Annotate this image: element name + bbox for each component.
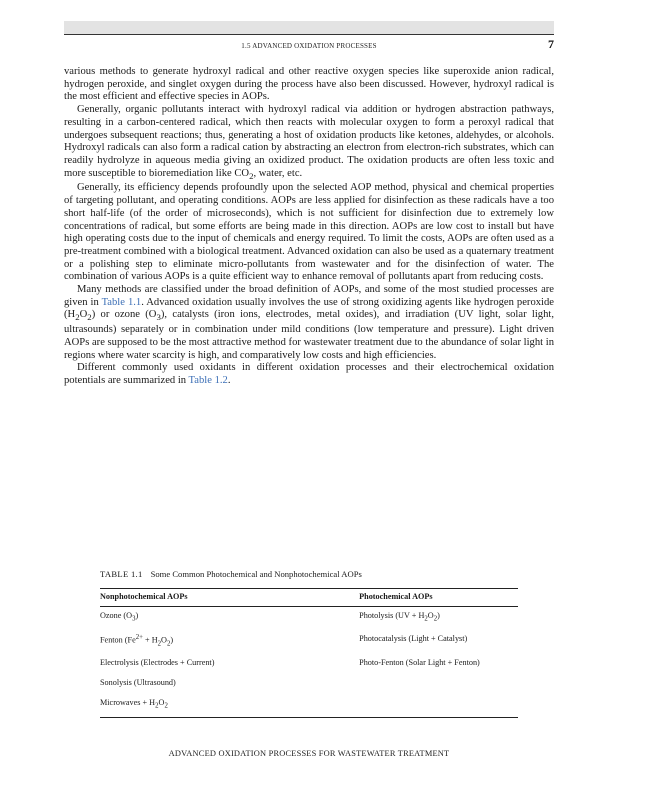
paragraph-5 [64,362,554,387]
cell-text: ) [135,611,139,620]
cell-text: ) [437,611,440,620]
body-text [64,66,554,388]
paragraph-2-end: , water, etc. [253,167,303,179]
cell-superscript: 2+ [135,633,143,641]
paragraph-4-part3: O [79,309,88,321]
paragraph-4-part1: Many methods are classified under the broad definition of AOPs, and some of the most studied processes are given in [64,284,554,308]
cell-text: Fenton (Fe [100,635,136,645]
paragraph-4-part4: ) or ozone (O [91,309,157,321]
table-caption [100,569,518,579]
cell-text: + H [142,635,158,645]
cell-subscript: 2 [164,702,168,710]
table-cell-photocatalysis [359,630,518,654]
table-1-1-link[interactable]: Table 1.1 [101,296,142,308]
paragraph-1: various methods to generate hydroxyl radical and other reactive oxygen species like superoxide anion radical, hydrogen peroxide, and singlet oxygen during the process have also been discussed. However, hydroxyl radical is the most efficient and effective species in AOPs. [64,66,554,103]
table-cell-ozone [100,607,359,630]
table-row [100,654,518,674]
cell-text: Ozone (O [100,611,133,620]
h2o2-subscript-h: 2 [75,312,80,323]
paragraph-4-part5: ), catalysts (iron ions, electrodes, metal oxides), and irradiation (UV light, solar light, ultrasounds) separately or in combination under mild conditions (low temperature and pressure). Light driven AOPs are supposed to be the most attractive method for wastewater treatment due to the abundance of solar light in regions where water scarcity is high, and comparatively low costs and high efficiencies. [64,309,554,361]
paragraph-4-part2: . Advanced oxidation usually involves the use of strong oxidizing agents like hydrogen peroxide (H [64,296,554,321]
table-cell-empty [359,674,518,694]
header-photochemical: Photochemical AOPs [359,592,433,601]
table-cell-fenton [100,630,359,654]
page-header [64,34,554,53]
table-1-2-link[interactable]: Table 1.2 [188,375,228,387]
table-1-1 [100,569,518,718]
cell-subscript: 2 [424,615,428,623]
cell-text: Microwaves + H [100,698,156,708]
table-caption-text: Some Common Photochemical and Nonphotochemical AOPs [150,569,362,579]
table-row [100,674,518,694]
table-cell-electrolysis [100,654,359,674]
cell-text: Photolysis (UV + H [359,611,425,620]
cell-text: O [161,635,167,645]
paragraph-3: Generally, its efficiency depends profoundly upon the selected AOP method, physical and chemical properties of targeting pollutant, and operating conditions. AOPs are less applied for disinfection as these radicals have a too short half-life (of the order of microseconds), which is not sufficient for disinfection due to extremely low concentrations of radical, but some efforts are being made in this direction. AOPs are low cost to install but have high operating costs due to the input of chemicals and energy required. To limit the costs, AOPs are often used as a pre-treatment combined with a biological treatment. Advanced oxidation can also be used as a quaternary treatment or a polishing step to eliminate micro-pollutants from wastewater and for the disinfection of water. The combination of various AOPs is a quite efficient way to enhance removal of pollutants apart from reducing costs. [64,182,554,283]
aop-table [100,588,518,718]
paragraph-5-part2: . [227,375,231,387]
paragraph-2 [64,104,554,182]
page-footer: ADVANCED OXIDATION PROCESSES FOR WASTEWATER TREATMENT [168,749,450,758]
cell-subscript: 3 [132,615,136,623]
o3-subscript: 3 [156,312,161,323]
table-row [100,694,518,717]
top-gray-bar [64,21,554,34]
cell-text: Sonolysis (Ultrasound) [100,678,176,688]
page-number: 7 [548,37,554,51]
paragraph-5-part1: Different commonly used oxidants in different oxidation processes and their electrochemical oxidation potentials are summarized in [64,362,554,387]
cell-text: Photocatalysis (Light + Catalyst) [359,633,468,643]
table-cell-microwaves [100,694,359,717]
h2o2-subscript-o: 2 [87,312,92,323]
table-row [100,630,518,654]
table-cell-photolysis [359,607,518,630]
table-row [100,607,518,630]
cell-text: ) [170,635,174,645]
cell-text: Electrolysis (Electrodes + Current) [100,658,215,668]
paragraph-2-text: Generally, organic pollutants interact with hydroxyl radical via addition or hydrogen abstraction pathways, resulting in a carbon-centered radical, which then reacts with molecular oxygen to form a peroxyl radical that undergoes subsequent reactions; thus, generating a host of oxidation products like ketones, aldehydes, or alcohols. Hydroxyl radicals can also form a radical cation by abstracting an electron from electron-rich substrates, which can readily hydrolyze in aqueous media giving an oxidized product. The oxidation products are often less toxic and more susceptible to bioremediation like CO [64,104,554,179]
header-nonphotochemical: Nonphotochemical AOPs [100,592,188,601]
table-cell-sonolysis [100,674,359,694]
cell-text: Photo-Fenton (Solar Light + Fenton) [359,658,480,668]
cell-subscript: 2 [157,640,162,648]
cell-text: O [158,698,165,708]
paragraph-4 [64,284,554,362]
cell-text: O [427,611,434,620]
running-head: 1.5 ADVANCED OXIDATION PROCESSES [241,42,377,50]
table-header-row [100,589,518,607]
table-cell-photo-fenton [359,654,518,674]
co2-subscript: 2 [249,170,254,181]
cell-subscript: 2 [433,615,438,623]
cell-subscript: 2 [166,640,171,648]
table-caption-label: TABLE 1.1 [100,569,143,579]
table-cell-empty [359,694,518,717]
cell-subscript: 2 [155,702,159,710]
